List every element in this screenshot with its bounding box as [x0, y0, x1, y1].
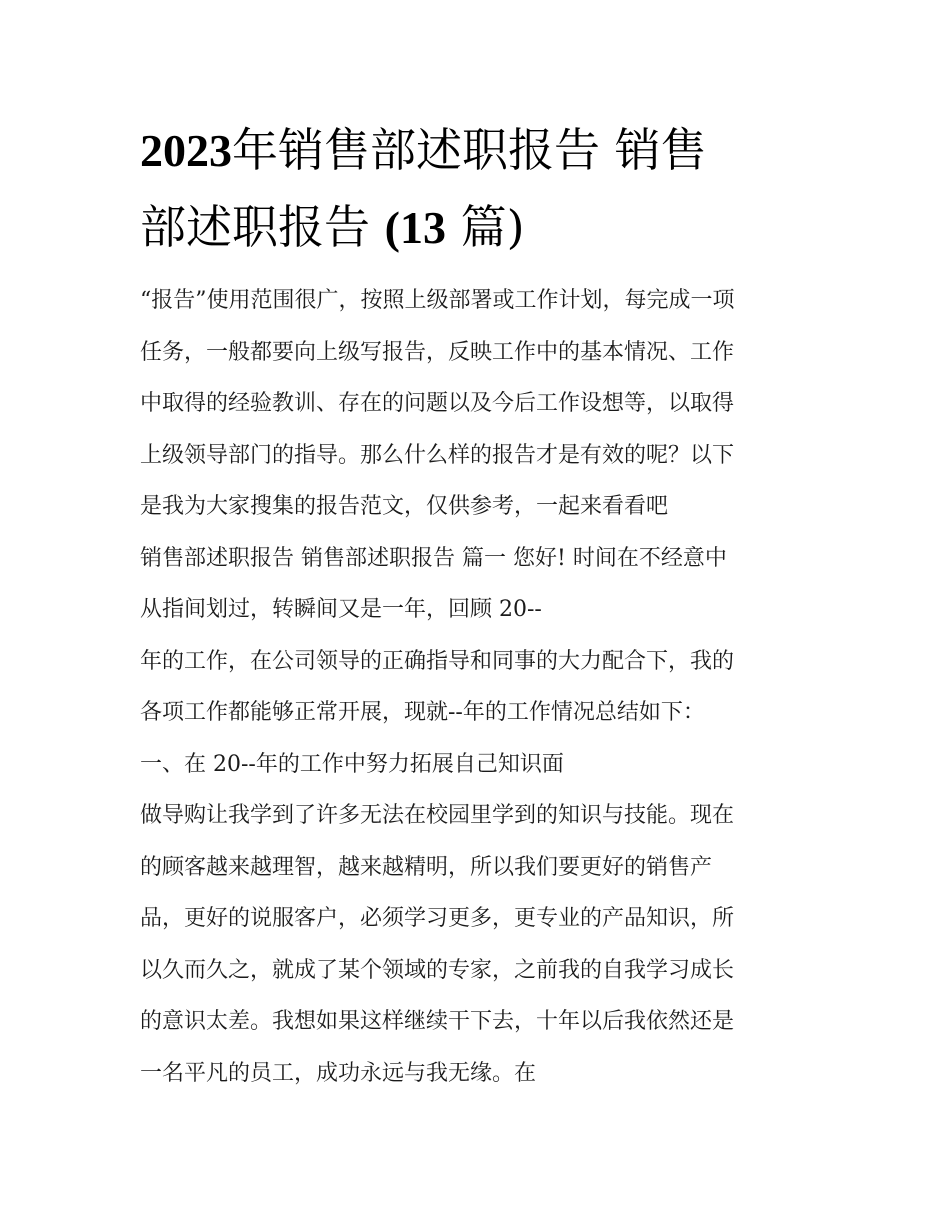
document-body	[140, 275, 820, 1099]
body-line: 中取得的经验教训、存在的问题以及今后工作设想等，以取得	[140, 391, 735, 416]
body-line: 以久而久之，就成了某个领域的专家，之前我的自我学习成长	[140, 957, 735, 983]
body-line: 任务，一般都要向上级写报告，反映工作中的基本情况、工作	[140, 339, 735, 365]
title-text-2a: 部述职报告	[140, 200, 385, 254]
body-line: “报告”使用范围很广，按照上级部署或工作计划，每完成一项	[140, 288, 735, 313]
title-line-1	[140, 112, 820, 189]
body-line: 上级领导部门的指导。那么什么样的报告才是有效的呢？以下	[140, 442, 735, 468]
section-heading: 一、在 20--年的工作中努力拓展自己知识面	[140, 751, 564, 777]
body-line: 各项工作都能够正常开展，现就--年的工作情况总结如下：	[140, 700, 705, 725]
body-line: 年的工作，在公司领导的正确指导和同事的大力配合下，我的	[140, 648, 735, 674]
body-line: 品，更好的说服客户，必须学习更多，更专业的产品知识，所	[140, 906, 735, 931]
body-line: 一名平凡的员工，成功永远与我无缘。在	[140, 1060, 537, 1086]
body-line: 从指间划过，转瞬间又是一年，回顾 20--	[140, 597, 542, 622]
title-line-2	[140, 189, 820, 266]
body-line: 的意识太差。我想如果这样继续干下去，十年以后我依然还是	[140, 1009, 735, 1034]
body-line: 的顾客越来越理智，越来越精明，所以我们要更好的销售产	[140, 854, 713, 880]
document-title	[140, 112, 820, 266]
body-line: 是我为大家搜集的报告范文，仅供参考，一起来看看吧	[140, 494, 669, 519]
title-text-1: 年销售部述职报告 销售	[232, 123, 707, 177]
title-text-2b: 篇)	[445, 200, 525, 254]
title-year: 2023	[140, 125, 232, 176]
body-line: 销售部述职报告 销售部述职报告 篇一 您好! 时间在不经意中	[140, 545, 727, 571]
body-line: 做导购让我学到了许多无法在校园里学到的知识与技能。现在	[140, 803, 735, 828]
title-count: (13	[384, 202, 446, 253]
